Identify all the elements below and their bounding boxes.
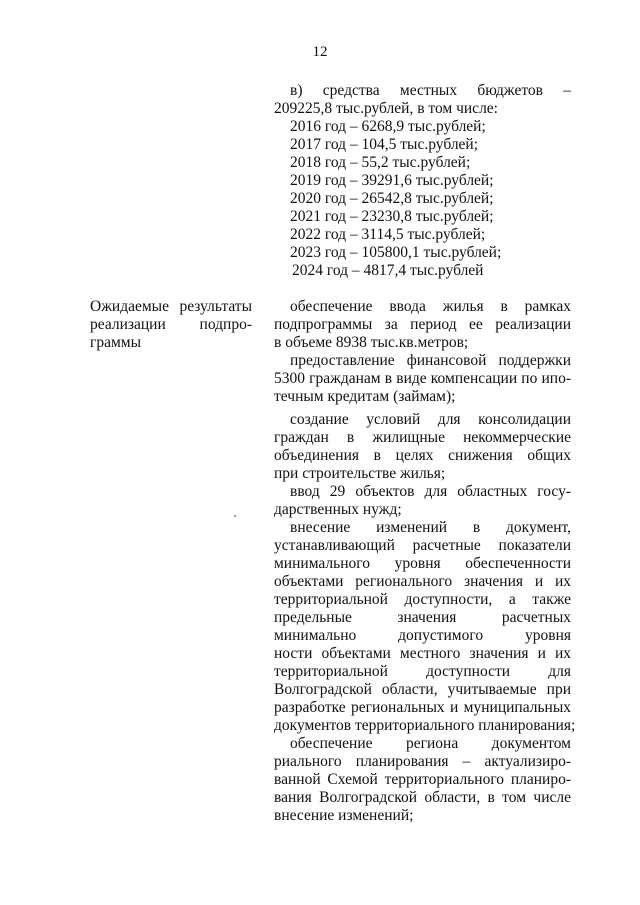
result-line-25: обеспечение региона документом	[290, 735, 571, 752]
result-line-4: предоставление финансовой поддержки	[290, 352, 571, 369]
funding-year-2021: 2021 год – 23230,8 тыс.рублей;	[290, 208, 494, 225]
funding-intro-line-2: 209225,8 тыс.рублей, в том числе:	[274, 100, 498, 117]
result-line-23: разработке региональных и муниципальных	[274, 699, 571, 716]
results-label-line-2: реализации подпро-	[90, 316, 252, 333]
result-line-11: ввод 29 объектов для областных госу-	[290, 483, 571, 500]
result-line-3: в объеме 8938 тыс.кв.метров;	[274, 334, 469, 351]
result-line-5: 5300 гражданам в виде компенсации по ипо-	[274, 370, 571, 387]
result-line-21: территориальной доступности для	[274, 663, 571, 680]
result-line-6: течным кредитам (займам);	[274, 388, 456, 405]
result-line-15: минимального уровня обеспеченности	[274, 555, 571, 572]
funding-year-2017: 2017 год – 104,5 тыс.рублей;	[290, 136, 479, 153]
funding-year-2022: 2022 год – 3114,5 тыс.рублей;	[290, 226, 486, 243]
funding-year-2018: 2018 год – 55,2 тыс.рублей;	[290, 154, 471, 171]
funding-intro-line-1: в) средства местных бюджетов –	[290, 82, 571, 99]
result-line-19: минимально допустимого уровня	[274, 627, 571, 644]
result-line-16: объектами регионального значения и их	[274, 573, 571, 590]
result-line-8: граждан в жилищные некоммерческие	[274, 429, 571, 446]
page-number: 12	[312, 44, 328, 60]
result-line-28: вания Волгоградской области, в том числе	[274, 789, 571, 806]
funding-year-2019: 2019 год – 39291,6 тыс.рублей;	[290, 172, 494, 189]
result-line-22: Волгоградской области, учитываемые при	[274, 681, 571, 698]
result-line-13: внесение изменений в документ,	[290, 519, 571, 536]
result-line-9: объединения в целях снижения общих	[274, 447, 571, 464]
funding-year-2016: 2016 год – 6268,9 тыс.рублей;	[290, 118, 486, 135]
funding-year-2020: 2020 год – 26542,8 тыс.рублей;	[290, 190, 494, 207]
result-line-10: при строительстве жилья;	[274, 465, 446, 482]
result-line-24: документов территориального планирования;	[274, 717, 576, 734]
results-label-line-1: Ожидаемые результаты	[90, 298, 252, 315]
scan-speck	[234, 515, 236, 517]
result-line-7: создание условий для консолидации	[290, 411, 571, 428]
results-label-line-3: граммы	[90, 334, 142, 351]
result-line-26: риального планирования – актуализиро-	[274, 753, 571, 770]
result-line-18: предельные значения расчетных	[274, 609, 571, 626]
result-line-1: обеспечение ввода жилья в рамках	[290, 298, 571, 315]
funding-year-2023: 2023 год – 105800,1 тыс.рублей;	[290, 244, 502, 261]
result-line-27: ванной Схемой территориального планиро-	[274, 771, 571, 788]
result-line-12: дарственных нужд;	[274, 501, 402, 518]
result-line-14: устанавливающий расчетные показатели	[274, 537, 571, 554]
result-line-20: ности объектами местного значения и их	[274, 645, 571, 662]
result-line-2: подпрограммы за период ее реализации	[274, 316, 571, 333]
result-line-17: территориальной доступности, а также	[274, 591, 571, 608]
result-line-29: внесение изменений;	[274, 807, 414, 824]
funding-year-2024: 2024 год – 4817,4 тыс.рублей	[292, 262, 484, 279]
